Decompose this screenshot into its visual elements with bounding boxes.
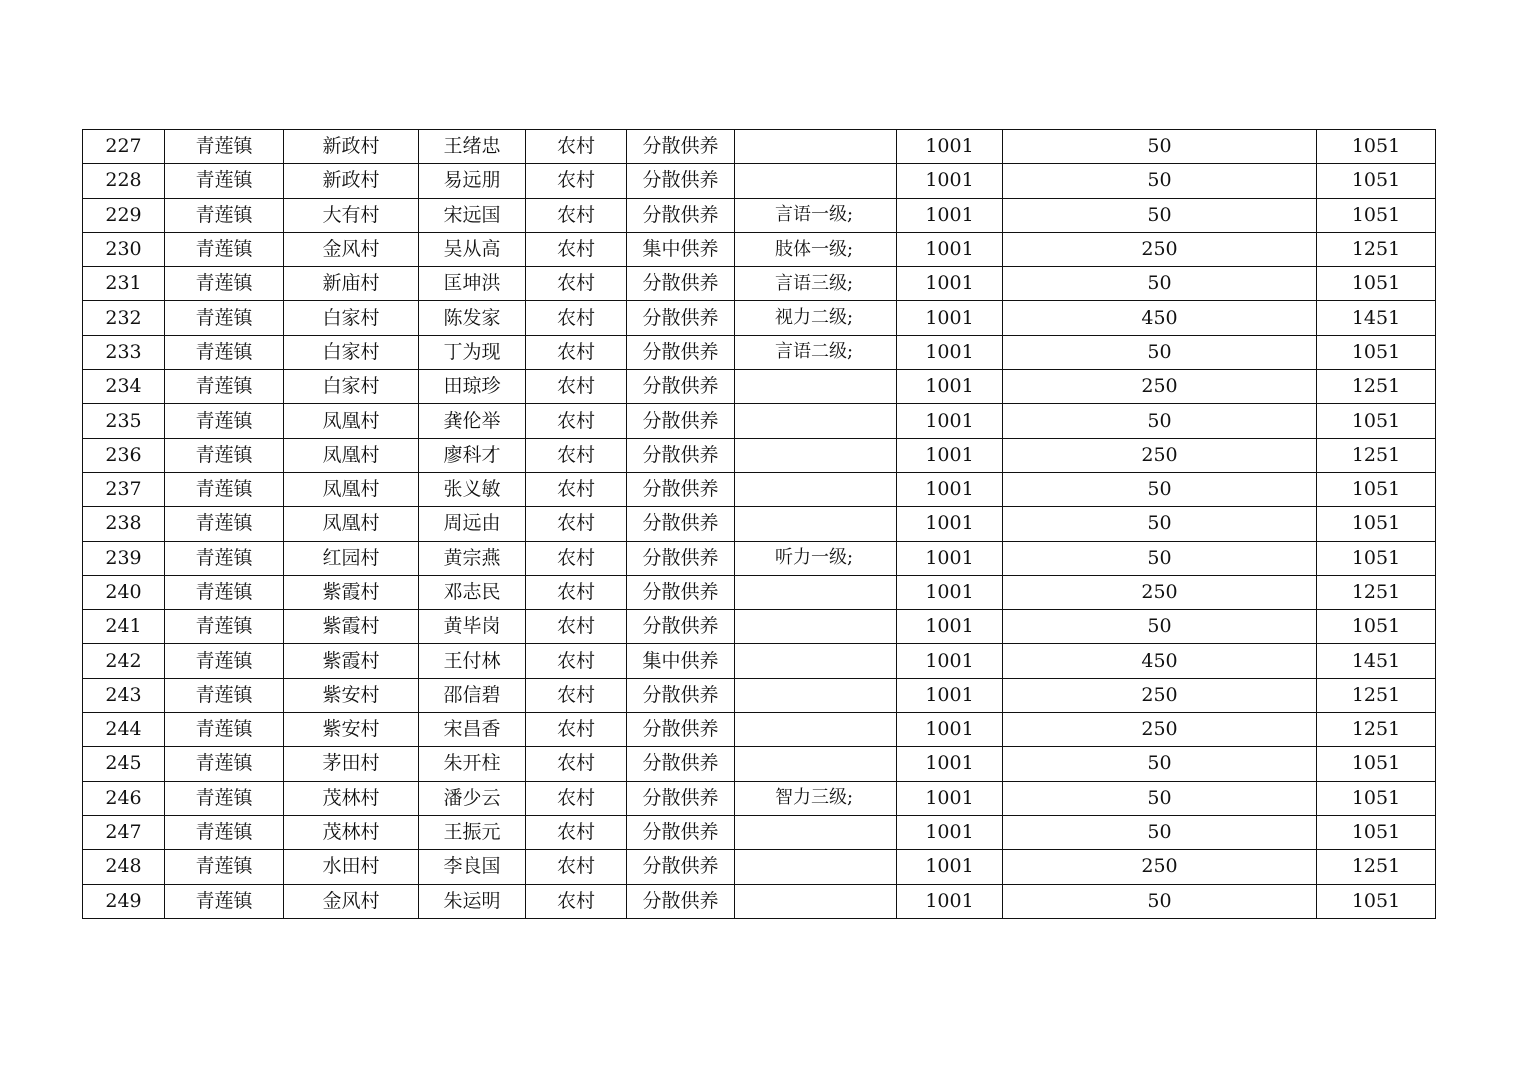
table-row [83, 198, 1436, 232]
support-type-cell: 分散供养 [627, 747, 735, 781]
name-cell: 邓志民 [419, 575, 526, 609]
total-amount-cell: 1251 [1317, 370, 1436, 404]
base-amount-cell: 1001 [897, 472, 1003, 506]
total-amount-cell: 1251 [1317, 232, 1436, 266]
table-row [83, 301, 1436, 335]
area-type-cell: 农村 [526, 575, 627, 609]
village-cell: 大有村 [284, 198, 419, 232]
disability-cell [735, 713, 897, 747]
name-cell: 邵信碧 [419, 678, 526, 712]
support-type-cell: 分散供养 [627, 438, 735, 472]
total-amount-cell: 1451 [1317, 644, 1436, 678]
area-type-cell: 农村 [526, 370, 627, 404]
total-amount-cell: 1051 [1317, 747, 1436, 781]
row-number-cell: 229 [83, 198, 165, 232]
extra-amount-cell: 450 [1003, 301, 1317, 335]
base-amount-cell: 1001 [897, 267, 1003, 301]
name-cell: 田琼珍 [419, 370, 526, 404]
base-amount-cell: 1001 [897, 781, 1003, 815]
town-cell: 青莲镇 [165, 781, 284, 815]
village-cell: 新政村 [284, 164, 419, 198]
support-type-cell: 分散供养 [627, 678, 735, 712]
base-amount-cell: 1001 [897, 438, 1003, 472]
row-number-cell: 238 [83, 507, 165, 541]
town-cell: 青莲镇 [165, 404, 284, 438]
village-cell: 红园村 [284, 541, 419, 575]
table-row [83, 678, 1436, 712]
extra-amount-cell: 250 [1003, 575, 1317, 609]
extra-amount-cell: 50 [1003, 507, 1317, 541]
row-number-cell: 242 [83, 644, 165, 678]
total-amount-cell: 1051 [1317, 130, 1436, 164]
name-cell: 王付林 [419, 644, 526, 678]
support-type-cell: 分散供养 [627, 198, 735, 232]
name-cell: 廖科才 [419, 438, 526, 472]
name-cell: 李良国 [419, 850, 526, 884]
support-type-cell: 分散供养 [627, 815, 735, 849]
area-type-cell: 农村 [526, 747, 627, 781]
table-row [83, 130, 1436, 164]
base-amount-cell: 1001 [897, 335, 1003, 369]
disability-cell: 视力二级; [735, 301, 897, 335]
extra-amount-cell: 50 [1003, 130, 1317, 164]
area-type-cell: 农村 [526, 198, 627, 232]
row-number-cell: 239 [83, 541, 165, 575]
total-amount-cell: 1051 [1317, 884, 1436, 918]
row-number-cell: 240 [83, 575, 165, 609]
total-amount-cell: 1051 [1317, 335, 1436, 369]
name-cell: 宋昌香 [419, 713, 526, 747]
village-cell: 凤凰村 [284, 438, 419, 472]
base-amount-cell: 1001 [897, 575, 1003, 609]
extra-amount-cell: 50 [1003, 335, 1317, 369]
row-number-cell: 233 [83, 335, 165, 369]
total-amount-cell: 1251 [1317, 713, 1436, 747]
town-cell: 青莲镇 [165, 850, 284, 884]
disability-cell [735, 370, 897, 404]
disability-cell: 言语二级; [735, 335, 897, 369]
support-type-cell: 分散供养 [627, 404, 735, 438]
support-type-cell: 分散供养 [627, 781, 735, 815]
town-cell: 青莲镇 [165, 678, 284, 712]
name-cell: 陈发家 [419, 301, 526, 335]
disability-cell: 言语一级; [735, 198, 897, 232]
table-row [83, 541, 1436, 575]
table-row [83, 884, 1436, 918]
village-cell: 白家村 [284, 370, 419, 404]
name-cell: 张义敏 [419, 472, 526, 506]
village-cell: 紫安村 [284, 678, 419, 712]
total-amount-cell: 1051 [1317, 267, 1436, 301]
support-type-cell: 分散供养 [627, 472, 735, 506]
base-amount-cell: 1001 [897, 644, 1003, 678]
total-amount-cell: 1251 [1317, 575, 1436, 609]
disability-cell [735, 815, 897, 849]
total-amount-cell: 1451 [1317, 301, 1436, 335]
support-type-cell: 分散供养 [627, 850, 735, 884]
name-cell: 黄毕岗 [419, 610, 526, 644]
name-cell: 易远朋 [419, 164, 526, 198]
total-amount-cell: 1051 [1317, 781, 1436, 815]
table-row [83, 370, 1436, 404]
area-type-cell: 农村 [526, 267, 627, 301]
area-type-cell: 农村 [526, 472, 627, 506]
name-cell: 黄宗燕 [419, 541, 526, 575]
disability-cell [735, 164, 897, 198]
town-cell: 青莲镇 [165, 575, 284, 609]
disability-cell [735, 404, 897, 438]
support-type-cell: 分散供养 [627, 507, 735, 541]
table-row [83, 232, 1436, 266]
table-row [83, 404, 1436, 438]
village-cell: 茅田村 [284, 747, 419, 781]
support-type-cell: 分散供养 [627, 164, 735, 198]
table-row [83, 610, 1436, 644]
support-type-cell: 分散供养 [627, 884, 735, 918]
total-amount-cell: 1251 [1317, 678, 1436, 712]
total-amount-cell: 1051 [1317, 198, 1436, 232]
table-row [83, 335, 1436, 369]
area-type-cell: 农村 [526, 884, 627, 918]
table-row [83, 472, 1436, 506]
town-cell: 青莲镇 [165, 438, 284, 472]
area-type-cell: 农村 [526, 713, 627, 747]
total-amount-cell: 1051 [1317, 541, 1436, 575]
disability-cell: 言语三级; [735, 267, 897, 301]
area-type-cell: 农村 [526, 678, 627, 712]
table-body [83, 130, 1436, 919]
table-row [83, 438, 1436, 472]
base-amount-cell: 1001 [897, 747, 1003, 781]
base-amount-cell: 1001 [897, 815, 1003, 849]
row-number-cell: 248 [83, 850, 165, 884]
town-cell: 青莲镇 [165, 747, 284, 781]
total-amount-cell: 1051 [1317, 815, 1436, 849]
support-type-cell: 分散供养 [627, 301, 735, 335]
town-cell: 青莲镇 [165, 815, 284, 849]
total-amount-cell: 1051 [1317, 164, 1436, 198]
area-type-cell: 农村 [526, 507, 627, 541]
area-type-cell: 农村 [526, 781, 627, 815]
table-row [83, 713, 1436, 747]
name-cell: 王振元 [419, 815, 526, 849]
disability-cell [735, 644, 897, 678]
extra-amount-cell: 50 [1003, 404, 1317, 438]
area-type-cell: 农村 [526, 610, 627, 644]
extra-amount-cell: 250 [1003, 713, 1317, 747]
disability-cell: 肢体一级; [735, 232, 897, 266]
name-cell: 周远由 [419, 507, 526, 541]
support-type-cell: 分散供养 [627, 575, 735, 609]
base-amount-cell: 1001 [897, 130, 1003, 164]
total-amount-cell: 1051 [1317, 404, 1436, 438]
extra-amount-cell: 50 [1003, 781, 1317, 815]
support-type-cell: 集中供养 [627, 644, 735, 678]
area-type-cell: 农村 [526, 850, 627, 884]
town-cell: 青莲镇 [165, 541, 284, 575]
base-amount-cell: 1001 [897, 507, 1003, 541]
disability-cell [735, 507, 897, 541]
disability-cell: 智力三级; [735, 781, 897, 815]
extra-amount-cell: 50 [1003, 610, 1317, 644]
village-cell: 金风村 [284, 232, 419, 266]
support-type-cell: 分散供养 [627, 130, 735, 164]
extra-amount-cell: 50 [1003, 198, 1317, 232]
row-number-cell: 249 [83, 884, 165, 918]
row-number-cell: 236 [83, 438, 165, 472]
name-cell: 匡坤洪 [419, 267, 526, 301]
town-cell: 青莲镇 [165, 507, 284, 541]
village-cell: 白家村 [284, 335, 419, 369]
disability-cell [735, 438, 897, 472]
disability-cell [735, 678, 897, 712]
support-type-cell: 分散供养 [627, 370, 735, 404]
support-type-cell: 集中供养 [627, 232, 735, 266]
data-table [82, 129, 1436, 919]
village-cell: 紫霞村 [284, 644, 419, 678]
name-cell: 宋远国 [419, 198, 526, 232]
village-cell: 紫霞村 [284, 575, 419, 609]
disability-cell [735, 884, 897, 918]
area-type-cell: 农村 [526, 232, 627, 266]
name-cell: 丁为现 [419, 335, 526, 369]
table-row [83, 644, 1436, 678]
town-cell: 青莲镇 [165, 884, 284, 918]
village-cell: 新庙村 [284, 267, 419, 301]
disability-cell [735, 747, 897, 781]
row-number-cell: 228 [83, 164, 165, 198]
row-number-cell: 247 [83, 815, 165, 849]
disability-cell [735, 850, 897, 884]
row-number-cell: 231 [83, 267, 165, 301]
base-amount-cell: 1001 [897, 541, 1003, 575]
disability-cell [735, 575, 897, 609]
name-cell: 潘少云 [419, 781, 526, 815]
town-cell: 青莲镇 [165, 472, 284, 506]
extra-amount-cell: 50 [1003, 747, 1317, 781]
row-number-cell: 237 [83, 472, 165, 506]
base-amount-cell: 1001 [897, 301, 1003, 335]
area-type-cell: 农村 [526, 541, 627, 575]
area-type-cell: 农村 [526, 815, 627, 849]
row-number-cell: 246 [83, 781, 165, 815]
table-row [83, 575, 1436, 609]
support-type-cell: 分散供养 [627, 335, 735, 369]
table-row [83, 815, 1436, 849]
total-amount-cell: 1051 [1317, 472, 1436, 506]
town-cell: 青莲镇 [165, 301, 284, 335]
area-type-cell: 农村 [526, 164, 627, 198]
row-number-cell: 243 [83, 678, 165, 712]
base-amount-cell: 1001 [897, 232, 1003, 266]
total-amount-cell: 1251 [1317, 850, 1436, 884]
base-amount-cell: 1001 [897, 678, 1003, 712]
town-cell: 青莲镇 [165, 130, 284, 164]
village-cell: 水田村 [284, 850, 419, 884]
extra-amount-cell: 50 [1003, 541, 1317, 575]
extra-amount-cell: 50 [1003, 815, 1317, 849]
row-number-cell: 230 [83, 232, 165, 266]
name-cell: 朱开柱 [419, 747, 526, 781]
village-cell: 茂林村 [284, 781, 419, 815]
table-row [83, 507, 1436, 541]
town-cell: 青莲镇 [165, 164, 284, 198]
extra-amount-cell: 50 [1003, 267, 1317, 301]
total-amount-cell: 1051 [1317, 507, 1436, 541]
support-type-cell: 分散供养 [627, 610, 735, 644]
town-cell: 青莲镇 [165, 267, 284, 301]
extra-amount-cell: 250 [1003, 850, 1317, 884]
name-cell: 朱运明 [419, 884, 526, 918]
row-number-cell: 241 [83, 610, 165, 644]
village-cell: 紫安村 [284, 713, 419, 747]
table-row [83, 747, 1436, 781]
extra-amount-cell: 50 [1003, 164, 1317, 198]
village-cell: 凤凰村 [284, 507, 419, 541]
base-amount-cell: 1001 [897, 370, 1003, 404]
town-cell: 青莲镇 [165, 198, 284, 232]
row-number-cell: 244 [83, 713, 165, 747]
disability-cell [735, 130, 897, 164]
village-cell: 新政村 [284, 130, 419, 164]
extra-amount-cell: 50 [1003, 884, 1317, 918]
total-amount-cell: 1251 [1317, 438, 1436, 472]
name-cell: 王绪忠 [419, 130, 526, 164]
village-cell: 白家村 [284, 301, 419, 335]
area-type-cell: 农村 [526, 438, 627, 472]
disability-cell: 听力一级; [735, 541, 897, 575]
village-cell: 凤凰村 [284, 404, 419, 438]
row-number-cell: 234 [83, 370, 165, 404]
area-type-cell: 农村 [526, 644, 627, 678]
village-cell: 凤凰村 [284, 472, 419, 506]
village-cell: 茂林村 [284, 815, 419, 849]
town-cell: 青莲镇 [165, 644, 284, 678]
row-number-cell: 235 [83, 404, 165, 438]
row-number-cell: 245 [83, 747, 165, 781]
name-cell: 吴从高 [419, 232, 526, 266]
base-amount-cell: 1001 [897, 164, 1003, 198]
area-type-cell: 农村 [526, 301, 627, 335]
village-cell: 金风村 [284, 884, 419, 918]
base-amount-cell: 1001 [897, 198, 1003, 232]
base-amount-cell: 1001 [897, 610, 1003, 644]
town-cell: 青莲镇 [165, 232, 284, 266]
town-cell: 青莲镇 [165, 610, 284, 644]
base-amount-cell: 1001 [897, 404, 1003, 438]
disability-cell [735, 610, 897, 644]
support-type-cell: 分散供养 [627, 541, 735, 575]
extra-amount-cell: 50 [1003, 472, 1317, 506]
area-type-cell: 农村 [526, 335, 627, 369]
base-amount-cell: 1001 [897, 884, 1003, 918]
town-cell: 青莲镇 [165, 713, 284, 747]
row-number-cell: 232 [83, 301, 165, 335]
disability-cell [735, 472, 897, 506]
total-amount-cell: 1051 [1317, 610, 1436, 644]
support-type-cell: 分散供养 [627, 713, 735, 747]
row-number-cell: 227 [83, 130, 165, 164]
extra-amount-cell: 450 [1003, 644, 1317, 678]
support-type-cell: 分散供养 [627, 267, 735, 301]
table-row [83, 850, 1436, 884]
area-type-cell: 农村 [526, 130, 627, 164]
base-amount-cell: 1001 [897, 713, 1003, 747]
table-row [83, 267, 1436, 301]
extra-amount-cell: 250 [1003, 370, 1317, 404]
table-row [83, 164, 1436, 198]
base-amount-cell: 1001 [897, 850, 1003, 884]
village-cell: 紫霞村 [284, 610, 419, 644]
name-cell: 龚伦举 [419, 404, 526, 438]
extra-amount-cell: 250 [1003, 232, 1317, 266]
town-cell: 青莲镇 [165, 370, 284, 404]
extra-amount-cell: 250 [1003, 438, 1317, 472]
extra-amount-cell: 250 [1003, 678, 1317, 712]
table-row [83, 781, 1436, 815]
town-cell: 青莲镇 [165, 335, 284, 369]
area-type-cell: 农村 [526, 404, 627, 438]
